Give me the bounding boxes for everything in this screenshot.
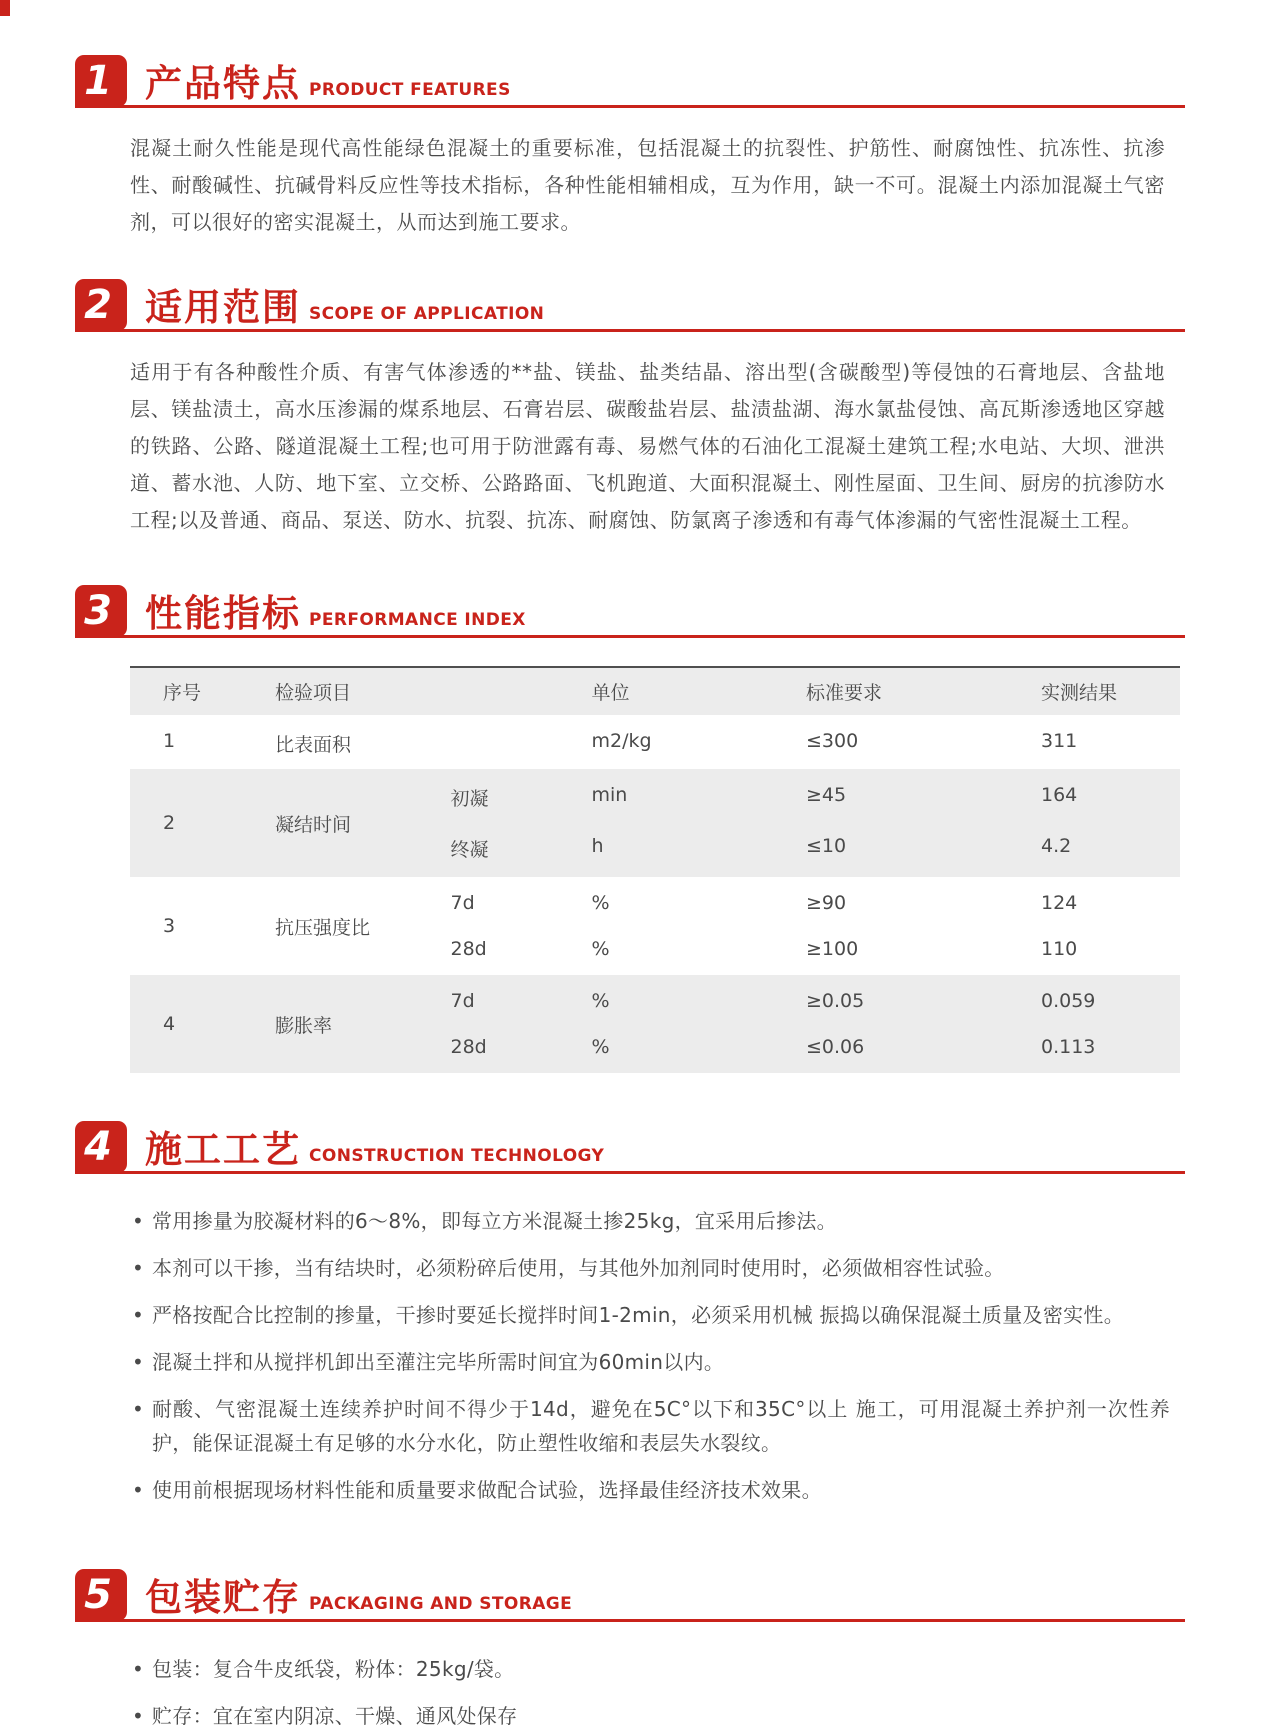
bullet-item: • 混凝土拌和从搅拌机卸出至灌注完毕所需时间宜为60min以内。: [130, 1345, 1170, 1379]
section-title-zh: 性能指标: [145, 592, 301, 635]
section-header: [75, 585, 1185, 638]
col-header-unit: 单位: [591, 682, 630, 704]
section-number-badge: [75, 1569, 127, 1621]
row-requirement: ≤300: [806, 730, 859, 752]
row-requirement: ≥45: [806, 784, 847, 806]
section-number-badge: [75, 1121, 127, 1173]
section-title-en: PACKAGING AND STORAGE: [309, 1594, 573, 1614]
row-result: 124: [1041, 892, 1078, 914]
row-result: 110: [1041, 938, 1078, 960]
row-item: 膨胀率: [275, 1014, 333, 1037]
row-requirement: ≥0.05: [806, 990, 865, 1012]
row-item: 比表面积: [275, 734, 352, 756]
row-no: 4: [163, 1013, 176, 1035]
col-header-item: 检验项目: [275, 682, 352, 704]
row-requirement: ≤0.06: [806, 1036, 865, 1058]
section-product-features: [75, 55, 1185, 241]
section-title-en: SCOPE OF APPLICATION: [309, 304, 545, 324]
section-performance-index: [75, 585, 1185, 1073]
col-header-result: 实测结果: [1041, 682, 1118, 704]
section-number: 4: [84, 1124, 112, 1170]
bullet-item: • 耐酸、气密混凝土连续养护时间不得少于14d，避免在5C°以下和35C°以上 施工，可用混凝土养护剂一次性养护，能保证混凝土有足够的水分水化，防止塑性收缩和表层失水裂纹。: [130, 1392, 1170, 1460]
table-row: [130, 769, 1180, 877]
section-number: 3: [84, 588, 112, 634]
col-header-requirement: 标准要求: [806, 682, 883, 704]
section-header: [75, 1121, 1185, 1174]
table-row: [130, 715, 1180, 769]
row-subitem: 终凝: [450, 839, 489, 861]
section-title-zh: 产品特点: [145, 62, 301, 105]
row-unit: min: [591, 784, 628, 806]
section-paragraph: 混凝土耐久性能是现代高性能绿色混凝土的重要标准，包括混凝土的抗裂性、护筋性、耐腐蚀性、抗冻性、抗渗性、耐酸碱性、抗碱骨料反应性等技术指标，各种性能相辅相成，互为作用，缺一不可。混凝土内添加混凝土气密剂，可以很好的密实混凝土，从而达到施工要求。: [130, 136, 1165, 234]
section-title-zh: 适用范围: [145, 286, 301, 329]
row-result: 0.113: [1041, 1036, 1096, 1058]
row-result: 164: [1041, 784, 1078, 806]
table-header-row: [130, 666, 1180, 715]
section-construction-technology: [75, 1121, 1185, 1507]
section-number-badge: [75, 55, 127, 107]
section-number: 2: [84, 282, 112, 328]
bullet-item: • 包装：复合牛皮纸袋，粉体：25kg/袋。: [130, 1652, 1170, 1686]
section-header: [75, 1569, 1185, 1622]
row-item: 凝结时间: [275, 813, 352, 836]
packaging-bullet-list: [130, 1652, 1170, 1733]
row-result: 311: [1041, 730, 1078, 752]
row-no: 2: [163, 812, 176, 834]
row-subitem: 28d: [450, 1036, 487, 1058]
row-unit: %: [591, 990, 610, 1012]
section-title-en: CONSTRUCTION TECHNOLOGY: [309, 1146, 605, 1166]
col-header-no: 序号: [163, 682, 202, 704]
bullet-item: • 严格按配合比控制的掺量，干掺时要延长搅拌时间1-2min，必须采用机械 振捣以确保混凝土质量及密实性。: [130, 1298, 1170, 1332]
row-unit: %: [591, 892, 610, 914]
row-subitem: 7d: [450, 990, 475, 1012]
construction-bullet-list: [130, 1204, 1170, 1507]
section-scope-of-application: [75, 279, 1185, 539]
section-title-zh: 包装贮存: [145, 1576, 301, 1619]
row-unit: m2/kg: [591, 730, 652, 752]
row-subitem: 7d: [450, 892, 475, 914]
row-unit: %: [591, 938, 610, 960]
section-packaging-and-storage: [75, 1569, 1185, 1733]
section-header: [75, 279, 1185, 332]
row-unit: h: [591, 835, 604, 857]
row-no: 3: [163, 915, 176, 937]
row-requirement: ≥100: [806, 938, 859, 960]
bullet-item: • 贮存：宜在室内阴凉、干燥、通风处保存: [130, 1699, 1170, 1733]
section-number: 5: [84, 1572, 112, 1618]
row-result: 4.2: [1041, 835, 1072, 857]
section-title-en: PERFORMANCE INDEX: [309, 610, 526, 630]
section-number-badge: [75, 585, 127, 637]
section-header: [75, 55, 1185, 108]
row-item: 抗压强度比: [275, 916, 371, 939]
row-unit: %: [591, 1036, 610, 1058]
section-number-badge: [75, 279, 127, 331]
row-subitem: 28d: [450, 938, 487, 960]
table-row: [130, 877, 1180, 975]
bullet-item: • 本剂可以干掺，当有结块时，必须粉碎后使用，与其他外加剂同时使用时，必须做相容性试验。: [130, 1251, 1170, 1285]
table-row: [130, 975, 1180, 1073]
section-paragraph: 适用于有各种酸性介质、有害气体渗透的**盐、镁盐、盐类结晶、溶出型(含碳酸型)等侵蚀的石膏地层、含盐地层、镁盐渍土，高水压渗漏的煤系地层、石膏岩层、碳酸盐岩层、盐渍盐湖、海水氯盐侵蚀、高瓦斯渗透地区穿越的铁路、公路、隧道混凝土工程;也可用于防泄露有毒、易燃气体的石油化工混凝土建筑工程;水电站、大坝、泄洪道、蓄水池、人防、地下室、立交桥、公路路面、飞机跑道、大面积混凝土、刚性屋面、卫生间、厨房的抗渗防水工程;以及普通、商品、泵送、防水、抗裂、抗冻、耐腐蚀、防氯离子渗透和有毒气体渗漏的气密性混凝土工程。: [130, 360, 1165, 532]
bullet-item: • 常用掺量为胶凝材料的6～8%，即每立方米混凝土掺25kg，宜采用后掺法。: [130, 1204, 1170, 1238]
bullet-item: • 使用前根据现场材料性能和质量要求做配合试验，选择最佳经济技术效果。: [130, 1473, 1170, 1507]
performance-table: [130, 666, 1180, 1073]
row-requirement: ≥90: [806, 892, 847, 914]
section-title-en: PRODUCT FEATURES: [309, 80, 511, 100]
row-subitem: 初凝: [450, 788, 489, 810]
section-title-zh: 施工工艺: [145, 1128, 301, 1171]
corner-accent-mark: [0, 0, 10, 16]
row-result: 0.059: [1041, 990, 1096, 1012]
row-requirement: ≤10: [806, 835, 847, 857]
section-number: 1: [84, 58, 112, 104]
row-no: 1: [163, 730, 176, 752]
